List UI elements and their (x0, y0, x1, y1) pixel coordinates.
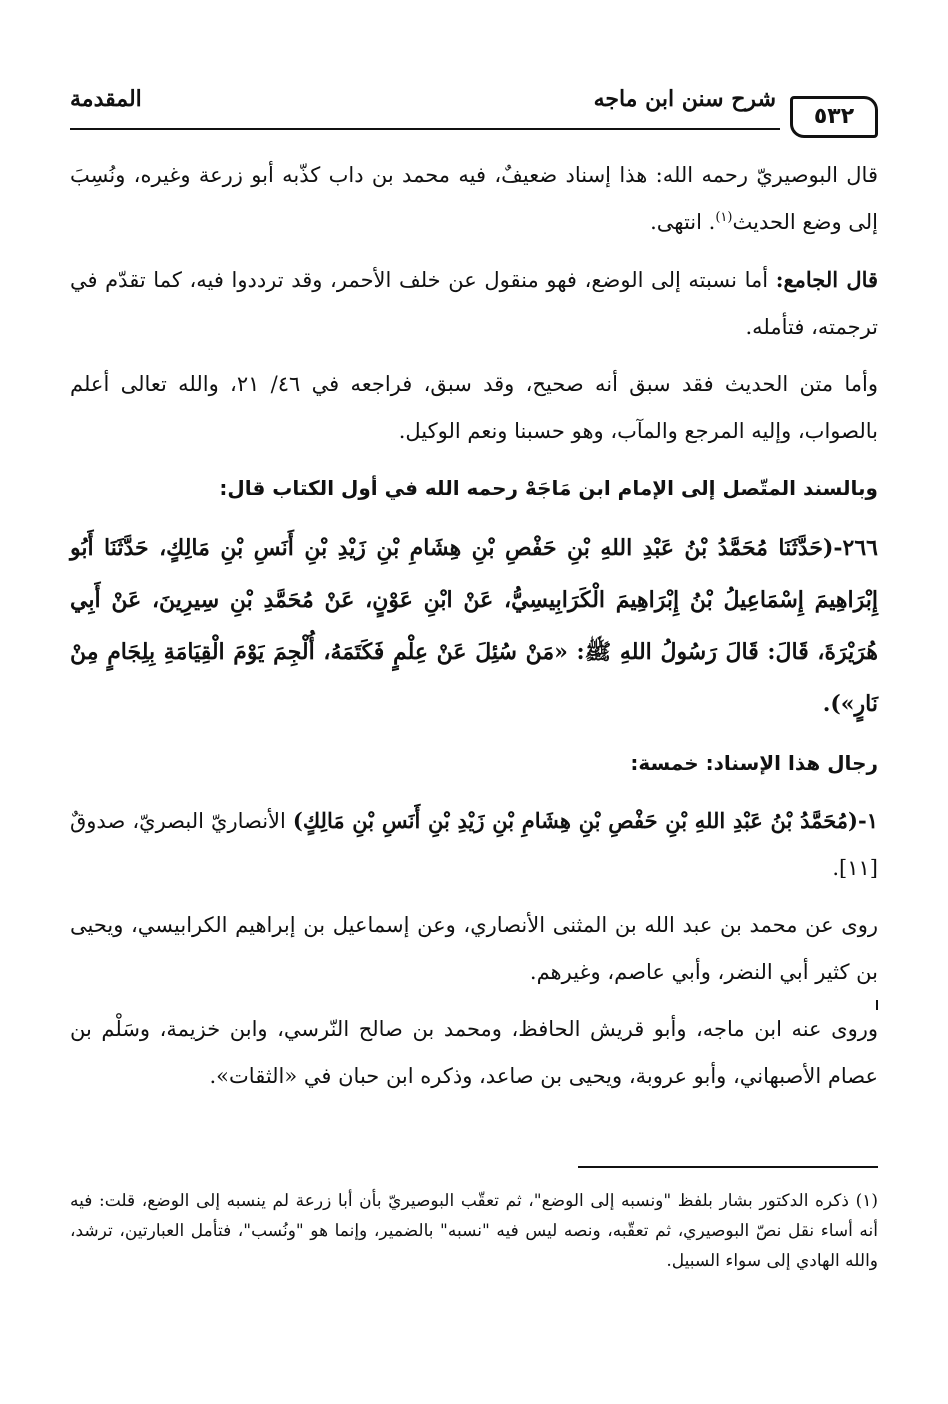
chain-heading: وبالسند المتّصل إلى الإمام ابن مَاجَهْ رحمه الله في أول الكتاب قال: (219, 476, 878, 500)
paragraph-jami (70, 256, 878, 351)
narrator-1 (70, 797, 878, 892)
narrator-1-name: ١-(مُحَمَّدُ بْنُ عَبْدِ اللهِ بْنِ حَفْصِ بْنِ هِشَامِ بْنِ زَيْدِ بْنِ أَنَسِ بْنِ مَالِكٍ) (292, 808, 878, 833)
paragraph-busiri (70, 152, 878, 246)
page-header (70, 86, 878, 146)
paragraph-busiri-text: قال البوصيريّ رحمه الله: هذا إسناد ضعيفٌ، فيه محمد بن داب كذّبه أبو زرعة وغيره، ونُسِبَ إلى وضع الحديث (70, 163, 878, 234)
footnote-ref[interactable]: (١) (715, 210, 733, 225)
paragraph-busiri-end: . انتهى. (650, 210, 716, 234)
paragraph-rawa: روى عن محمد بن عبد الله بن المثنى الأنصاري، وعن إسماعيل بن إبراهيم الكرابيسي، ويحيى بن كثير أبي النضر، وأبي عاصم، وغيرهم. (70, 913, 878, 984)
footnote-rule (578, 1166, 878, 1168)
header-rule (70, 128, 780, 130)
jami-label: قال الجامع: (775, 267, 879, 292)
narrators-heading: رجال هذا الإسناد: خمسة: (630, 751, 878, 775)
hadith-text: ٢٦٦-(حَدَّثَنَا مُحَمَّدُ بْنُ عَبْدِ اللهِ بْنِ حَفْصِ بْنِ هِشَامِ بْنِ زَيْدِ بْنِ أَنَسِ بْنِ مَالِكٍ، حَدَّثَنَا أَبُو إِبْرَاهِيمَ إِسْمَاعِيلُ بْنُ إِبْرَاهِيمَ الْكَرَابِيسِيُّ، عَنْ ابْنِ عَوْنٍ، عَنْ مُحَمَّدِ بْنِ سِيرِينَ، عَنْ أَبِي هُرَيْرَةَ، قَالَ: قَالَ رَسُولُ اللهِ ﷺ: «مَنْ سُئِلَ عَنْ عِلْمٍ فَكَتَمَهُ، أُلْجِمَ يَوْمَ الْقِيَامَةِ بِلِجَامٍ مِنْ نَارٍ»). (70, 535, 878, 717)
margin-mark (876, 1000, 878, 1010)
footnote: (١) ذكره الدكتور بشار بلفظ "ونسبه إلى الوضع"، ثم تعقّب البوصيريّ بأن أبا زرعة لم ينسبه إلى الوضع، قلت: فيه أنه أساء نقل نصّ البوصيري، ثم تعقّبه، ونصه ليس فيه "نسبه" بالضمير، وإنما هو "ونُسب"، فتأمل العبارتين، ترشد، والله الهادي إلى سواء السبيل. (70, 1191, 878, 1271)
section-title: المقدمة (70, 86, 142, 112)
main-text (70, 152, 878, 1110)
book-title: شرح سنن ابن ماجه (593, 86, 776, 112)
page-number: ٥٣٢ (790, 96, 878, 138)
paragraph-matn: وأما متن الحديث فقد سبق أنه صحيح، وقد سبق، فراجعه في ٤٦/ ٢١، والله تعالى أعلم بالصواب، وإليه المرجع والمآب، وهو حسبنا ونعم الوكيل. (70, 372, 878, 443)
narrator-1-desc: الأنصاريّ البصريّ، صدوقٌ [١١]. (70, 809, 878, 880)
paragraph-rawa-anhu: وروى عنه ابن ماجه، وأبو قريش الحافظ، ومحمد بن صالح النّرسي، وابن خزيمة، وسَلْم بن عصام الأصبهاني، وأبو عروبة، ويحيى بن صاعد، وذكره ابن حبان في «الثقات». (70, 1017, 878, 1088)
jami-text: أما نسبته إلى الوضع، فهو منقول عن خلف الأحمر، وقد ترددوا فيه، كما تقدّم في ترجمته، فتأمله. (70, 268, 878, 339)
